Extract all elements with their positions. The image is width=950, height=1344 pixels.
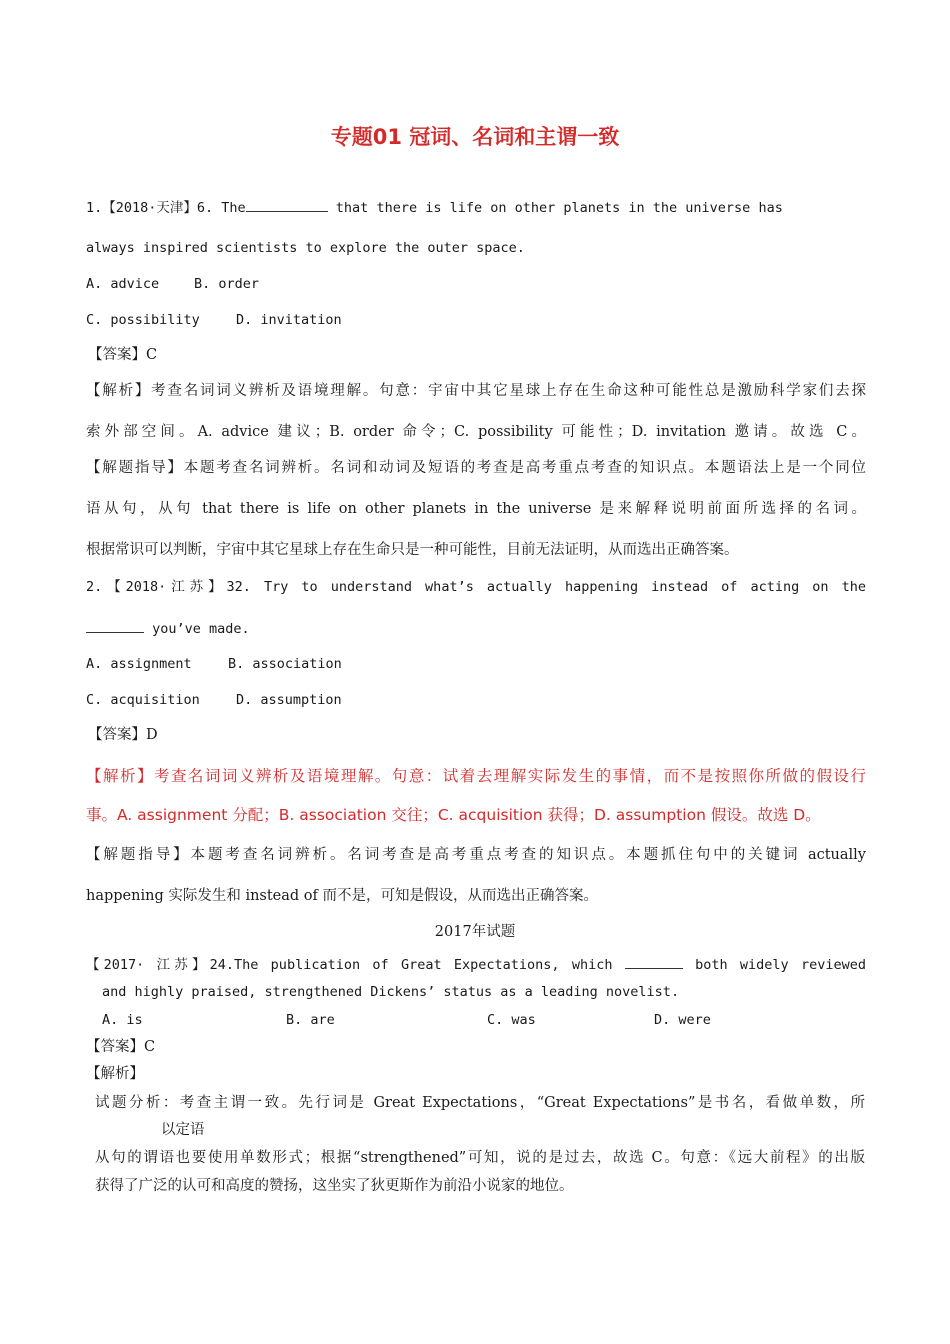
q2-guide-line2: happening 实际发生和 instead of 而不是，可知是假设，从而选出正确答案。 [86,888,599,904]
q1-option-a: A. advice [86,276,160,292]
q1-options-row2 [86,310,866,330]
q1-option-d: D. invitation [236,312,342,328]
q2-option-c: C. acquisition [86,692,200,708]
q2-analysis-line1: 【解析】考查名词词义辨析及语境理解。句意：试着去理解实际发生的事情，而不是按照你所做的假设行 [86,767,866,785]
q2-answer: 【答案】D [88,727,158,743]
q1-stem-prefix: 1.【2018·天津】6. The [86,200,246,216]
section-heading-2017: 2017年试题 [434,924,516,940]
q2-guide-line1: 【解题指导】本题考查名词辨析。名词考查是高考重点考查的知识点。本题抓住句中的关键词 actually [86,847,866,863]
q3-option-a: A. is [102,1012,143,1028]
q1-guide-line3: 根据常识可以判断，宇宙中其它星球上存在生命只是一种可能性，目前无法证明，从而选出正确答案。 [86,542,739,558]
q1-analysis-line1: 【解析】考查名词词义辨析及语境理解。句意：宇宙中其它星球上存在生命这种可能性总是激励科学家们去探 [86,383,866,399]
q1-stem-suffix: that there is life on other planets in the universe has [327,200,783,216]
q1-options-row1 [86,274,866,294]
page-title: 专题01 冠词、名词和主谓一致 [330,125,620,149]
q2-stem-line1: 2.【2018·江苏】32. Try to understand what’s actually happening instead of acting on the [86,579,866,595]
q1-option-c: C. possibility [86,312,200,328]
q3-stem-line1 [86,954,866,975]
q3-answer: 【答案】C [86,1039,156,1055]
q1-stem-line2: always inspired scientists to explore the outer space. [86,240,525,256]
q3-option-b: B. are [286,1012,335,1028]
q1-analysis-line2: 索外部空间。A. advice 建议；B. order 命令；C. possibility 可能性；D. invitation 邀请。故选 C。 [86,424,866,440]
q3-analysis-line2: 从句的谓语也要使用单数形式；根据“strengthened”可知，说的是过去，故选 C。句意：《远大前程》的出版 [95,1150,865,1166]
q2-options-row1 [86,654,866,674]
q1-answer: 【答案】C [88,347,158,363]
q2-stem-line2 [86,618,866,639]
q3-analysis-line3: 获得了广泛的认可和高度的赞扬，这坐实了狄更斯作为前沿小说家的地位。 [95,1178,574,1194]
q2-option-b: B. association [228,656,342,672]
q2-option-d: D. assumption [236,692,342,708]
q1-option-b: B. order [194,276,260,292]
q2-option-a: A. assignment [86,656,192,672]
q2-options-row2 [86,690,866,710]
q1-stem-line1 [86,197,866,218]
q1-guide-line1: 【解题指导】本题考查名词辨析。名词和动词及短语的考查是高考重点考查的知识点。本题语法上是一个同位 [86,460,866,476]
q1-guide-line2: 语从句，从句 that there is life on other planets in the universe 是来解释说明前面所选择的名词。 [86,501,866,517]
q3-blank [625,954,683,969]
q3-analysis-line1: 试题分析：考查主谓一致。先行词是 Great Expectations，“Great Expectations”是书名，看做单数，所 [95,1095,865,1111]
q2-stem-suffix: you’ve made. [144,621,250,637]
q2-blank [86,618,144,633]
q3-option-c: C. was [487,1012,536,1028]
q3-stem-suffix: both widely reviewed [682,957,866,973]
q1-blank [246,197,328,212]
q3-option-d: D. were [654,1012,711,1028]
q3-analysis-label: 【解析】 [86,1066,144,1082]
q3-stem-line2: and highly praised, strengthened Dickens’ status as a leading novelist. [102,984,680,1000]
q3-options [102,1010,882,1030]
q3-stem-prefix: 【2017· 江苏】24.The publication of Great Expectations, which [86,957,613,973]
q2-analysis-line2: 事。A. assignment 分配；B. association 交往；C. acquisition 获得；D. assumption 假设。故选 D。 [86,806,821,824]
q3-analysis-line1b: 以定语 [161,1122,205,1138]
